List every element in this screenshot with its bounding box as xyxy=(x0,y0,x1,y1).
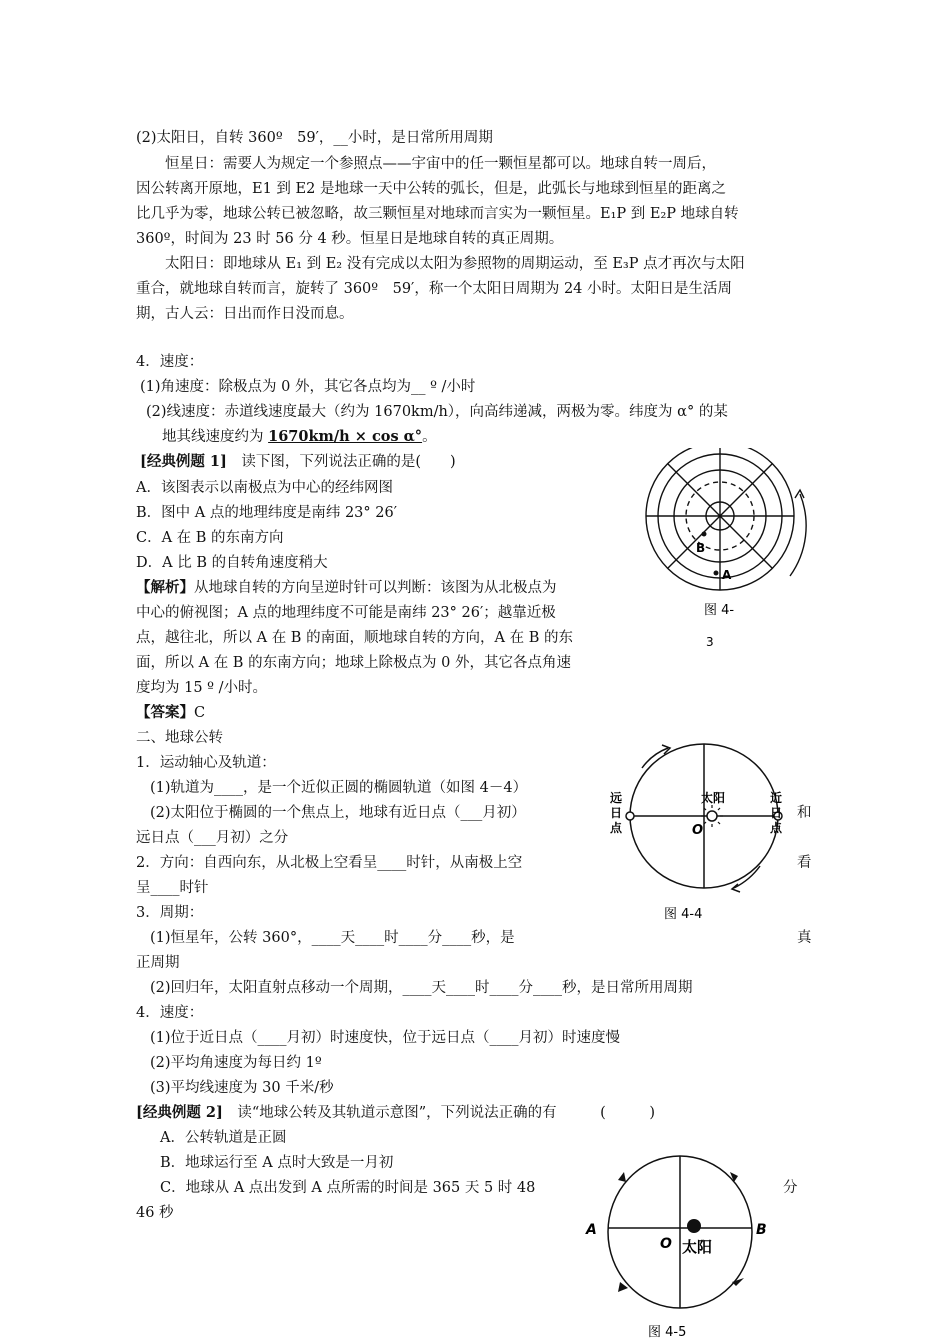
sun-icon xyxy=(687,1219,701,1233)
arrowhead xyxy=(795,490,804,498)
analysis-label: 【解析】 xyxy=(136,579,194,596)
text-line: (1)角速度：除极点为 0 外，其它各点均为__ º /小时 xyxy=(140,379,476,395)
text-line: (2)平均角速度为每日约 1º xyxy=(150,1055,322,1071)
sun-label: 太阳 xyxy=(701,791,726,805)
text-span: 地其线速度约为 xyxy=(162,429,269,445)
label-a: A xyxy=(586,1222,597,1238)
label-a: A xyxy=(722,568,732,582)
example-question: 读“地球公转及其轨道示意图”，下列说法正确的有 ( ) xyxy=(222,1105,655,1121)
text-line: 1．运动轴心及轨道： xyxy=(136,755,276,771)
direction-arrows xyxy=(618,1172,744,1292)
answer-value: C xyxy=(194,705,206,721)
focus-label: O xyxy=(692,823,704,838)
option-d: D．A 比 B 的自转角速度稍大 xyxy=(136,555,328,571)
analysis-line xyxy=(136,578,557,598)
text-line: (2)回归年，太阳直射点移动一个周期，____天____时____分____秒，是日常所用周期 xyxy=(150,980,693,996)
aphelion-label: 远日点 xyxy=(610,791,623,835)
text-line: 远日点（___月初）之分 xyxy=(136,830,289,846)
section-heading: 4．速度： xyxy=(136,1005,204,1021)
text-line: 3．周期： xyxy=(136,905,204,921)
text-line: 度均为 15 º /小时。 xyxy=(136,680,267,696)
text-line: 重合，就地球自转而言，旋转了 360º 59′，称一个太阳日周期为 24 小时。太阳日是生活周 xyxy=(136,281,733,297)
option-c: C．A 在 B 的东南方向 xyxy=(136,530,284,546)
point-b xyxy=(702,532,707,537)
figure-caption: 图 4- xyxy=(704,603,735,618)
perihelion-label: 近日点 xyxy=(770,791,783,835)
text-line: (1)位于近日点（____月初）时速度快，位于远日点（____月初）时速度慢 xyxy=(150,1030,621,1046)
option-a: A．公转轨道是正圆 xyxy=(160,1130,287,1146)
option-b: B．图中 A 点的地理纬度是南纬 23° 26′ xyxy=(136,505,398,521)
text-line xyxy=(162,427,437,447)
example-heading xyxy=(140,452,456,472)
example-heading xyxy=(136,1103,655,1123)
section-heading: 二、地球公转 xyxy=(136,730,223,746)
section-heading: 4．速度： xyxy=(136,354,204,370)
text-line: 和 xyxy=(797,805,812,821)
label-b: B xyxy=(696,541,706,555)
direction-arrow xyxy=(642,748,668,768)
text-line: 期，古人云：日出而作日没而息。 xyxy=(136,306,354,322)
text-line: 中心的俯视图；A 点的地理纬度不可能是南纬 23° 26′；越靠近极 xyxy=(136,605,556,621)
text-line: 恒星日：需要人为规定一个参照点——宇宙中的任一颗恒星都可以。地球自转一周后， xyxy=(165,156,716,172)
figure-4-5 xyxy=(578,1150,778,1344)
formula: 1670km/h × cos α° xyxy=(268,428,423,445)
figure-4-4 xyxy=(600,742,800,922)
figure-4-3 xyxy=(640,448,815,648)
text-line: (2)线速度：赤道线速度最大（约为 1670km/h），向高纬递减，两极为零。纬度为 α° 的某 xyxy=(146,404,728,420)
text-line: (2)太阳日，自转 360º 59′，__小时，是日常所用周期 xyxy=(136,130,493,146)
text-line: 因公转离开原地，E1 到 E2 是地球一天中公转的弧长，但是，此弧长与地球到恒星的距离之 xyxy=(136,181,726,197)
text-line: 比几乎为零，地球公转已被忽略，故三颗恒星对地球而言实为一颗恒星。E₁P 到 E₂P 地球自转 xyxy=(136,206,739,222)
text-line: 360º，时间为 23 时 56 分 4 秒。恒星日是地球自转的真正周期。 xyxy=(136,231,564,247)
figure-caption: 图 4-5 xyxy=(648,1325,687,1340)
label-b: B xyxy=(756,1222,767,1238)
text-line: (3)平均线速度为 30 千米/秒 xyxy=(150,1080,334,1096)
aphelion-point xyxy=(626,812,634,820)
text-line: (2)太阳位于椭圆的一个焦点上，地球有近日点（___月初） xyxy=(150,805,526,821)
focus-label: O xyxy=(660,1236,672,1252)
text-line: (1)轨道为____，是一个近似正圆的椭圆轨道（如图 4－4） xyxy=(150,780,528,796)
option-c: C．地球从 A 点出发到 A 点所需的时间是 365 天 5 时 48 xyxy=(160,1180,536,1196)
example-label: [经典例题 2] xyxy=(136,1104,223,1121)
answer-line xyxy=(136,703,205,723)
text-line: 面，所以 A 在 B 的东南方向；地球上除极点为 0 外，其它各点角速 xyxy=(136,655,572,671)
figure-caption: 3 xyxy=(706,635,714,648)
text-line: 正周期 xyxy=(136,955,180,971)
rotation-arrow xyxy=(790,494,806,576)
text-line: 2．方向：自西向东，从北极上空看呈____时针，从南极上空 xyxy=(136,855,523,871)
example-label: [经典例题 1] xyxy=(140,453,227,470)
text-line: 46 秒 xyxy=(136,1205,174,1221)
answer-label: 【答案】 xyxy=(136,704,194,721)
analysis-text: 从地球自转的方向呈逆时针可以判断：该图为从北极点为 xyxy=(194,580,557,596)
figure-caption: 图 4-4 xyxy=(664,907,703,922)
sun-label: 太阳 xyxy=(682,1238,713,1256)
text-line: (1)恒星年，公转 360°，____天____时____分____秒，是 xyxy=(150,930,515,946)
text-line: 太阳日：即地球从 E₁ 到 E₂ 没有完成以太阳为参照物的周期运动，至 E₃P 点才再次与太阳 xyxy=(165,256,745,272)
text-line: 看 xyxy=(797,855,812,871)
text-span: 。 xyxy=(422,429,437,445)
example-question: 读下图，下列说法正确的是( ) xyxy=(226,454,456,470)
text-line: 呈____时针 xyxy=(136,880,209,896)
point-a xyxy=(714,571,719,576)
text-line: 真 xyxy=(797,930,812,946)
option-b: B．地球运行至 A 点时大致是一月初 xyxy=(160,1155,394,1171)
text-line: 分 xyxy=(783,1180,798,1196)
option-a: A．该图表示以南极点为中心的经纬网图 xyxy=(136,480,393,496)
text-line: 点，越往北，所以 A 在 B 的南面，顺地球自转的方向，A 在 B 的东 xyxy=(136,630,574,646)
